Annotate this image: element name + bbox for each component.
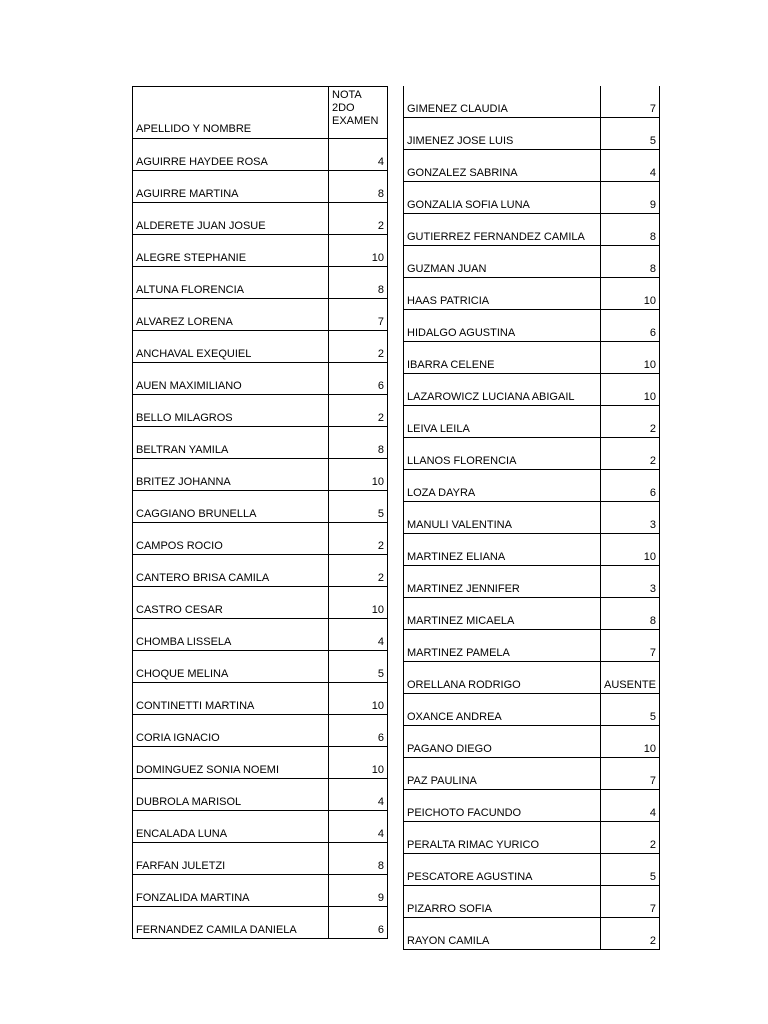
table-row: [404, 310, 660, 342]
student-name: MARTINEZ MICAELA: [404, 598, 601, 630]
grades-table-right: [403, 86, 660, 950]
student-grade: 10: [601, 726, 660, 758]
student-name: FARFAN JULETZI: [133, 843, 329, 875]
student-grade: 10: [601, 342, 660, 374]
header-grade-line: 2DO: [332, 102, 355, 114]
student-name: IBARRA CELENE: [404, 342, 601, 374]
student-name: FONZALIDA MARTINA: [133, 875, 329, 907]
student-name: DUBROLA MARISOL: [133, 779, 329, 811]
student-name: BRITEZ JOHANNA: [133, 459, 329, 491]
student-name: AGUIRRE MARTINA: [133, 171, 329, 203]
student-name: BELTRAN YAMILA: [133, 427, 329, 459]
table-row: [404, 790, 660, 822]
table-row: [133, 267, 388, 299]
student-name: MARTINEZ ELIANA: [404, 534, 601, 566]
table-row: [404, 342, 660, 374]
table-row: [133, 843, 388, 875]
student-name: MANULI VALENTINA: [404, 502, 601, 534]
student-grade: 8: [601, 598, 660, 630]
student-grade: 2: [601, 822, 660, 854]
student-name: HAAS PATRICIA: [404, 278, 601, 310]
student-grade: 7: [601, 758, 660, 790]
student-name: CANTERO BRISA CAMILA: [133, 555, 329, 587]
table-row: [133, 619, 388, 651]
student-grade: 4: [329, 619, 388, 651]
student-name: PAGANO DIEGO: [404, 726, 601, 758]
student-grade: 10: [601, 374, 660, 406]
student-grade: 5: [601, 694, 660, 726]
student-grade: 10: [329, 459, 388, 491]
student-grade: 2: [601, 406, 660, 438]
student-name: MARTINEZ PAMELA: [404, 630, 601, 662]
student-name: LLANOS FLORENCIA: [404, 438, 601, 470]
student-grade: 6: [329, 363, 388, 395]
table-row: [404, 470, 660, 502]
student-name: PIZARRO SOFIA: [404, 886, 601, 918]
student-grade: 4: [601, 790, 660, 822]
student-name: LAZAROWICZ LUCIANA ABIGAIL: [404, 374, 601, 406]
student-grade: 10: [601, 534, 660, 566]
table-row: [404, 86, 660, 118]
student-grade: 7: [601, 886, 660, 918]
student-name: PESCATORE AGUSTINA: [404, 854, 601, 886]
table-row: [133, 139, 388, 171]
table-row: [133, 683, 388, 715]
table-row: [133, 299, 388, 331]
student-name: CHOMBA LISSELA: [133, 619, 329, 651]
student-grade: 5: [329, 651, 388, 683]
student-grade: 7: [601, 630, 660, 662]
table-row: [133, 427, 388, 459]
header-name: APELLIDO Y NOMBRE: [133, 87, 329, 139]
table-row: [404, 406, 660, 438]
student-grade: 4: [329, 811, 388, 843]
table-row: [133, 395, 388, 427]
table-row: [404, 374, 660, 406]
table-row: [404, 886, 660, 918]
table-row: [133, 363, 388, 395]
table-row: [133, 235, 388, 267]
student-grade: 2: [329, 203, 388, 235]
student-grade: 5: [601, 118, 660, 150]
student-grade: 8: [329, 843, 388, 875]
student-name: CAGGIANO BRUNELLA: [133, 491, 329, 523]
student-name: ALTUNA FLORENCIA: [133, 267, 329, 299]
student-name: AUEN MAXIMILIANO: [133, 363, 329, 395]
student-name: GUZMAN JUAN: [404, 246, 601, 278]
table-row: [404, 438, 660, 470]
student-grade: AUSENTE: [601, 662, 660, 694]
table-row: [404, 822, 660, 854]
student-name: ALEGRE STEPHANIE: [133, 235, 329, 267]
student-name: GONZALIA SOFIA LUNA: [404, 182, 601, 214]
table-row: [133, 875, 388, 907]
student-grade: 8: [329, 171, 388, 203]
student-name: CORIA IGNACIO: [133, 715, 329, 747]
student-name: CONTINETTI MARTINA: [133, 683, 329, 715]
student-grade: 6: [601, 470, 660, 502]
table-row: [404, 534, 660, 566]
student-grade: 2: [329, 395, 388, 427]
table-row: [404, 918, 660, 950]
table-row: [404, 278, 660, 310]
table-row: [404, 246, 660, 278]
table-row: [133, 555, 388, 587]
student-name: JIMENEZ JOSE LUIS: [404, 118, 601, 150]
student-name: CASTRO CESAR: [133, 587, 329, 619]
student-grade: 2: [601, 438, 660, 470]
student-name: LEIVA LEILA: [404, 406, 601, 438]
student-grade: 8: [601, 246, 660, 278]
student-grade: 3: [601, 566, 660, 598]
student-grade: 4: [329, 779, 388, 811]
student-name: HIDALGO AGUSTINA: [404, 310, 601, 342]
table-row: [133, 171, 388, 203]
table-row: [133, 203, 388, 235]
student-grade: 6: [601, 310, 660, 342]
table-row: [133, 331, 388, 363]
student-grade: 7: [601, 86, 660, 118]
table-row: [133, 779, 388, 811]
student-grade: 5: [601, 854, 660, 886]
student-grade: 8: [329, 427, 388, 459]
table-row: [404, 502, 660, 534]
student-name: ALVAREZ LORENA: [133, 299, 329, 331]
table-row: [133, 747, 388, 779]
table-row: [133, 587, 388, 619]
student-name: CAMPOS ROCIO: [133, 523, 329, 555]
student-name: ORELLANA RODRIGO: [404, 662, 601, 694]
table-header-row: [133, 87, 388, 139]
student-name: FERNANDEZ CAMILA DANIELA: [133, 907, 329, 939]
student-name: ALDERETE JUAN JOSUE: [133, 203, 329, 235]
student-grade: 10: [329, 587, 388, 619]
student-name: PAZ PAULINA: [404, 758, 601, 790]
student-grade: 10: [329, 747, 388, 779]
table-row: [404, 566, 660, 598]
student-grade: 7: [329, 299, 388, 331]
table-row: [404, 182, 660, 214]
student-name: CHOQUE MELINA: [133, 651, 329, 683]
table-row: [404, 758, 660, 790]
student-grade: 10: [601, 278, 660, 310]
student-grade: 8: [601, 214, 660, 246]
table-row: [404, 694, 660, 726]
student-name: LOZA DAYRA: [404, 470, 601, 502]
student-grade: 2: [601, 918, 660, 950]
student-grade: 9: [329, 875, 388, 907]
table-row: [404, 630, 660, 662]
table-row: [404, 726, 660, 758]
student-name: ANCHAVAL EXEQUIEL: [133, 331, 329, 363]
table-row: [404, 854, 660, 886]
student-grade: 10: [329, 683, 388, 715]
table-row: [133, 459, 388, 491]
student-name: ENCALADA LUNA: [133, 811, 329, 843]
header-grade: [329, 87, 388, 139]
table-row: [404, 214, 660, 246]
student-name: GONZALEZ SABRINA: [404, 150, 601, 182]
student-grade: 9: [601, 182, 660, 214]
student-grade: 5: [329, 491, 388, 523]
table-row: [404, 118, 660, 150]
student-grade: 4: [601, 150, 660, 182]
table-row: [404, 150, 660, 182]
table-row: [133, 907, 388, 939]
student-name: RAYON CAMILA: [404, 918, 601, 950]
table-row: [133, 651, 388, 683]
student-name: OXANCE ANDREA: [404, 694, 601, 726]
student-name: DOMINGUEZ SONIA NOEMI: [133, 747, 329, 779]
student-grade: 2: [329, 555, 388, 587]
table-row: [133, 715, 388, 747]
student-grade: 2: [329, 523, 388, 555]
student-name: BELLO MILAGROS: [133, 395, 329, 427]
table-row: [404, 662, 660, 694]
table-row: [404, 598, 660, 630]
student-grade: 4: [329, 139, 388, 171]
student-name: MARTINEZ JENNIFER: [404, 566, 601, 598]
student-grade: 6: [329, 907, 388, 939]
table-row: [133, 491, 388, 523]
student-grade: 10: [329, 235, 388, 267]
table-row: [133, 523, 388, 555]
student-name: PEICHOTO FACUNDO: [404, 790, 601, 822]
student-grade: 8: [329, 267, 388, 299]
header-grade-line: EXAMEN: [332, 115, 379, 127]
header-grade-line: NOTA: [332, 89, 362, 101]
grades-table-left: [132, 86, 388, 939]
student-grade: 2: [329, 331, 388, 363]
student-grade: 6: [329, 715, 388, 747]
student-grade: 3: [601, 502, 660, 534]
student-name: GIMENEZ CLAUDIA: [404, 86, 601, 118]
table-row: [133, 811, 388, 843]
student-name: PERALTA RIMAC YURICO: [404, 822, 601, 854]
student-name: GUTIERREZ FERNANDEZ CAMILA: [404, 214, 601, 246]
student-name: AGUIRRE HAYDEE ROSA: [133, 139, 329, 171]
